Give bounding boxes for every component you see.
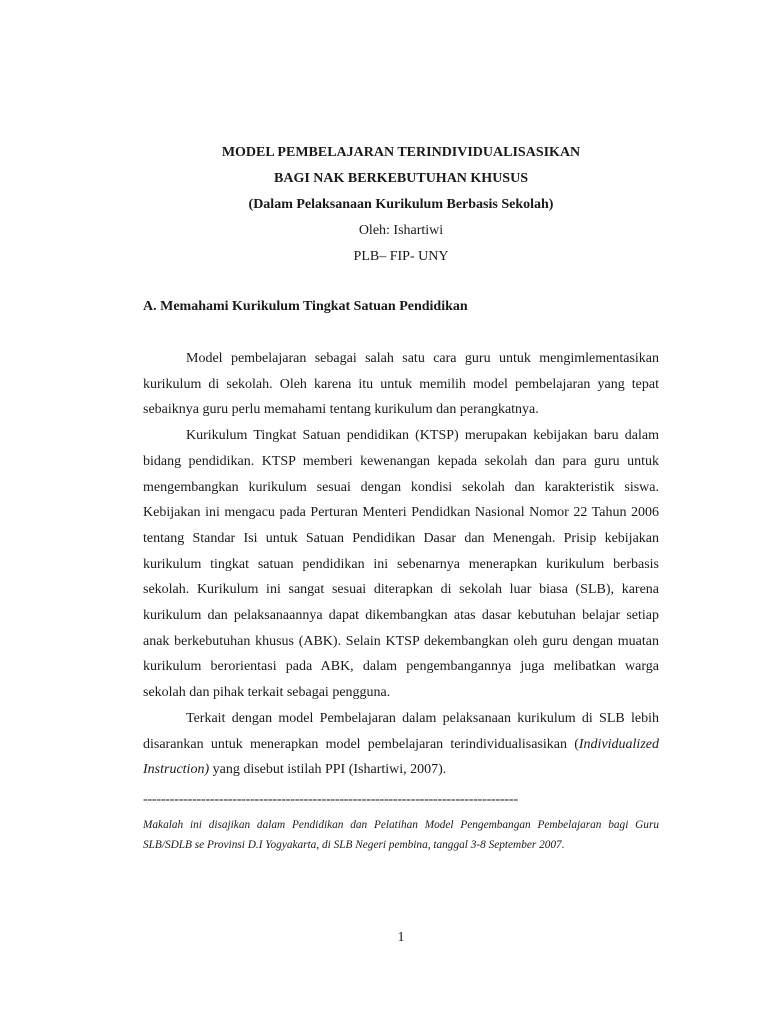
paragraph-3-text-after: yang disebut istilah PPI (Ishartiwi, 2007). — [209, 762, 447, 778]
paragraph-3-text-before: Terkait dengan model Pembelajaran dalam pelaksanaan kurikulum di SLB lebih disarankan untuk menerapkan model pembelajaran terindividualisasikan ( — [143, 710, 659, 752]
footnote: Makalah ini disajikan dalam Pendidikan dan Pelatihan Model Pengembangan Pembelajaran bagi Guru SLB/SDLB se Provinsi D.I Yogyakarta, di SLB Negeri pembina, tanggal 3-8 September 2007. — [143, 819, 659, 851]
paragraph-3-italic-term: Individualized Instruction) — [143, 736, 659, 778]
footnote-separator: ------------------------------------------------------------------------------------ — [143, 792, 518, 807]
body-text — [143, 346, 659, 783]
paragraph-3 — [143, 706, 659, 783]
page-number: 1 — [397, 930, 405, 945]
paragraph-2: Kurikulum Tingkat Satuan pendidikan (KTSP) merupakan kebijakan baru dalam bidang pendidikan. KTSP memberi kewenangan kepada sekolah dan para guru untuk mengembangkan kurikulum sesuai dengan kondisi sekolah dan karakteristik siswa. Kebijakan ini mengacu pada Perturan Menteri Pendidkan Nasional Nomor 22 Tahun 2006 tentang Standar Isi untuk Satuan Pendidikan Dasar dan Menengah. Prisip kebijakan kurikulum tingkat satuan pendidikan ini sebenarnya menerapkan kurikulum berbasis sekolah. Kurikulum ini sangat sesuai diterapkan di sekolah luar biasa (SLB), karena kurikulum dan pelaksanaannya dapat dikembangkan atas dasar kebutuhan belajar setiap anak berkebutuhan khusus (ABK). Selain KTSP dekembangkan oleh guru dengan muatan kurikulum berorientasi pada ABK, dalam pengembangannya juga melibatkan warga sekolah dan pihak terkait sebagai pengguna. — [143, 428, 659, 701]
author: Oleh: Ishartiwi — [358, 223, 444, 238]
affiliation: PLB– FIP- UNY — [353, 249, 449, 264]
paragraph-1: Model pembelajaran sebagai salah satu cara guru untuk mengimlementasikan kurikulum di sekolah. Oleh karena itu untuk memilih model pembelajaran yang tepat sebaiknya guru perlu memahami tentang kurikulum dan perangkatnya. — [143, 351, 659, 418]
document-header — [0, 140, 768, 270]
title-line-1: MODEL PEMBELAJARAN TERINDIVIDUALISASIKAN — [221, 145, 581, 160]
section-heading: A. Memahami Kurikulum Tingkat Satuan Pendidikan — [143, 299, 468, 314]
title-line-2: BAGI NAK BERKEBUTUHAN KHUSUS — [274, 171, 528, 186]
subtitle: (Dalam Pelaksanaan Kurikulum Berbasis Sekolah) — [248, 197, 554, 212]
